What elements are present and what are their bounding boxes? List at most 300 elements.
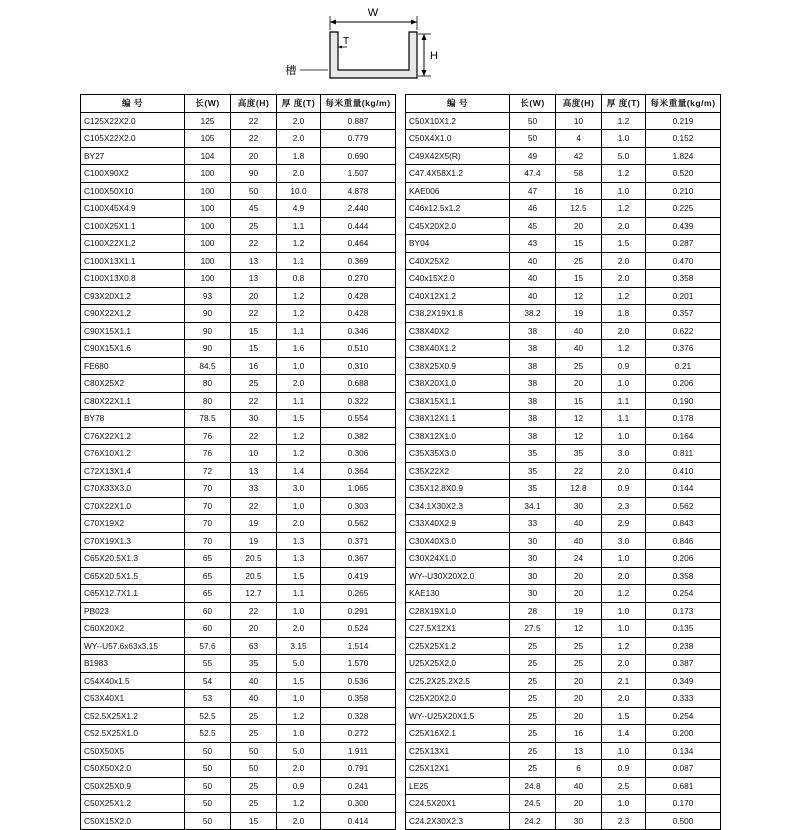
table-cell: C50X25X0.9 [81,777,185,795]
table-row [81,217,396,235]
table-cell: 1.8 [277,147,321,165]
table-cell: 10.0 [277,182,321,200]
table-row [406,550,721,568]
table-cell: 20.5 [231,567,277,585]
table-cell: 0.134 [646,742,721,760]
table-cell: 1.0 [602,742,646,760]
table-cell: C47.4X58X1.2 [406,165,510,183]
table-cell: 15 [556,392,602,410]
col-header-thickness: 厚 度(T) [277,95,321,113]
table-cell: 0.536 [321,672,396,690]
table-cell: 13 [231,270,277,288]
table-cell: 0.464 [321,235,396,253]
table-cell: 0.287 [646,235,721,253]
table-cell: 1.2 [277,235,321,253]
table-row [406,427,721,445]
table-cell: 19 [231,532,277,550]
table-cell: 0.428 [321,287,396,305]
table-cell: C38X40X1.2 [406,340,510,358]
table-cell: 0.144 [646,480,721,498]
table-cell: 1.5 [277,672,321,690]
table-cell: 0.843 [646,515,721,533]
table-cell: C33X40X2.9 [406,515,510,533]
table-cell: 5.0 [277,742,321,760]
table-row [81,182,396,200]
table-row [81,427,396,445]
table-cell: 0.387 [646,655,721,673]
table-cell: 0.254 [646,585,721,603]
table-row [406,217,721,235]
table-cell: 1.2 [277,795,321,813]
table-row [406,585,721,603]
table-cell: 12 [556,620,602,638]
table-row [81,585,396,603]
table-cell: 0.8 [277,270,321,288]
table-row [81,445,396,463]
table-cell: 40 [556,532,602,550]
table-cell: 30 [510,585,556,603]
table-cell: 0.306 [321,445,396,463]
table-cell: 22 [556,462,602,480]
table-cell: 12 [556,427,602,445]
table-row [406,777,721,795]
table-cell: 1.0 [602,550,646,568]
label-w: W [367,7,379,19]
table-cell: C70X19X1.3 [81,532,185,550]
table-cell: 3.0 [602,445,646,463]
table-cell: 1.2 [277,445,321,463]
table-cell: 104 [185,147,231,165]
table-cell: 25 [510,725,556,743]
table-cell: C80X25X2 [81,375,185,393]
table-cell: 2.5 [602,777,646,795]
table-cell: 16 [231,357,277,375]
table-cell: 0.333 [646,690,721,708]
table-row [81,340,396,358]
table-cell: 13 [231,462,277,480]
table-cell: 0.310 [321,357,396,375]
table-cell: 0.322 [321,392,396,410]
table-row [81,147,396,165]
table-cell: C65X20.5X1.5 [81,567,185,585]
table-cell: 50 [185,795,231,813]
table-cell: C54X40x1.5 [81,672,185,690]
table-cell: C50X10X1.2 [406,112,510,130]
table-cell: C100X45X4.9 [81,200,185,218]
table-cell: 0.190 [646,392,721,410]
table-cell: 0.21 [646,357,721,375]
table-cell: 2.0 [602,655,646,673]
table-row [406,480,721,498]
table-cell: 2.0 [602,462,646,480]
table-cell: 30 [556,812,602,830]
table-row [81,515,396,533]
table-cell: 0.9 [602,480,646,498]
table-cell: 80 [185,375,231,393]
table-cell: 93 [185,287,231,305]
table-row [81,637,396,655]
table-cell: 20 [556,707,602,725]
table-cell: 0.367 [321,550,396,568]
channel-profile-svg [0,0,800,92]
table-cell: 1.1 [277,392,321,410]
table-cell: 15 [231,812,277,830]
table-cell: 0.135 [646,620,721,638]
table-cell: FE680 [81,357,185,375]
table-cell: KAE006 [406,182,510,200]
table-cell: 30 [231,410,277,428]
table-cell: 0.241 [321,777,396,795]
table-cell: 0.173 [646,602,721,620]
table-cell: 0.291 [321,602,396,620]
table-row [81,550,396,568]
table-cell: 0.376 [646,340,721,358]
col-header-width: 长(W) [510,95,556,113]
table-cell: 0.382 [321,427,396,445]
table-row [406,742,721,760]
table-cell: 0.254 [646,707,721,725]
table-cell: C35X35X3.0 [406,445,510,463]
table-cell: 15 [231,340,277,358]
table-cell: 0.562 [321,515,396,533]
table-row [406,445,721,463]
table-cell: 25 [231,725,277,743]
table-cell: 24.2 [510,812,556,830]
spec-tables [80,94,720,830]
table-cell: 90 [185,322,231,340]
table-cell: 20 [556,585,602,603]
table-cell: 30 [510,567,556,585]
table-cell: BY04 [406,235,510,253]
table-cell: 52.5 [185,707,231,725]
table-cell: 100 [185,235,231,253]
table-row [81,375,396,393]
table-cell: 30 [556,497,602,515]
table-cell: 0.364 [321,462,396,480]
table-row [81,235,396,253]
table-cell: 1.0 [277,357,321,375]
table-cell: 2.0 [602,567,646,585]
table-cell: 25 [231,777,277,795]
table-cell: 1.5 [277,410,321,428]
table-cell: 22 [231,392,277,410]
table-cell: 0.349 [646,672,721,690]
table-cell: C25X20X2.0 [406,690,510,708]
col-header-width: 长(W) [185,95,231,113]
table-cell: 45 [231,200,277,218]
table-cell: 38 [510,427,556,445]
table-row [406,392,721,410]
table-cell: 2.0 [277,515,321,533]
table-cell: 0.419 [321,567,396,585]
table-cell: C46x12.5x1.2 [406,200,510,218]
table-row [406,112,721,130]
table-cell: 0.371 [321,532,396,550]
table-cell: B1983 [81,655,185,673]
table-cell: 42 [556,147,602,165]
table-cell: 13 [556,742,602,760]
table-row [81,130,396,148]
table-cell: 4.878 [321,182,396,200]
table-cell: 40 [510,270,556,288]
table-cell: 1.0 [602,130,646,148]
table-cell: 1.5 [277,567,321,585]
table-cell: 24.5 [510,795,556,813]
table-cell: 40 [556,322,602,340]
table-row [81,812,396,830]
table-cell: 1.2 [602,200,646,218]
table-row [406,147,721,165]
table-cell: 19 [556,305,602,323]
table-cell: 25 [510,655,556,673]
table-cell: 5.0 [602,147,646,165]
col-header-height: 高度(H) [556,95,602,113]
table-cell: C100X50X10 [81,182,185,200]
table-cell: 20 [556,217,602,235]
table-cell: 1.2 [602,637,646,655]
table-cell: 0.206 [646,550,721,568]
table-cell: 0.300 [321,795,396,813]
table-cell: 100 [185,217,231,235]
table-cell: 0.358 [321,690,396,708]
table-cell: U25X25X2.0 [406,655,510,673]
table-cell: 1.2 [602,287,646,305]
table-cell: 1.0 [602,795,646,813]
table-cell: 57.6 [185,637,231,655]
table-cell: 0.303 [321,497,396,515]
table-cell: 35 [510,480,556,498]
table-cell: 2.1 [602,672,646,690]
table-cell: 47.4 [510,165,556,183]
table-cell: 5.0 [277,655,321,673]
table-row [81,392,396,410]
table-cell: 1.2 [602,112,646,130]
table-cell: C40x15X2.0 [406,270,510,288]
table-cell: 33 [231,480,277,498]
table-body-right [406,112,721,830]
table-cell: 2.9 [602,515,646,533]
table-cell: 60 [185,620,231,638]
table-cell: 38 [510,375,556,393]
spec-table-right [405,94,721,830]
table-row [81,690,396,708]
table-cell: WY--U25X20X1.5 [406,707,510,725]
table-cell: 70 [185,515,231,533]
table-row [81,655,396,673]
table-cell: 38 [510,410,556,428]
table-cell: 16 [556,182,602,200]
table-cell: 1.911 [321,742,396,760]
table-cell: 1.0 [277,602,321,620]
table-cell: PB023 [81,602,185,620]
table-cell: C30X40X3.0 [406,532,510,550]
table-row [406,235,721,253]
table-cell: 65 [185,585,231,603]
table-cell: 50 [231,182,277,200]
table-cell: 0.791 [321,760,396,778]
table-cell: 0.9 [277,777,321,795]
table-cell: 1.1 [602,392,646,410]
table-cell: 0.688 [321,375,396,393]
table-cell: 4.9 [277,200,321,218]
table-cell: C28X19X1.0 [406,602,510,620]
table-cell: 1.507 [321,165,396,183]
table-cell: 70 [185,480,231,498]
table-cell: C90X15X1.1 [81,322,185,340]
table-cell: 40 [556,777,602,795]
table-cell: 25 [231,795,277,813]
table-cell: C105X22X2.0 [81,130,185,148]
table-cell: 0.164 [646,427,721,445]
table-cell: C27.5X12X1 [406,620,510,638]
table-cell: 25 [556,637,602,655]
table-cell: 1.0 [277,497,321,515]
table-cell: C45X20X2.0 [406,217,510,235]
table-cell: 1.1 [602,410,646,428]
table-cell: C24.5X20X1 [406,795,510,813]
table-cell: C25X13X1 [406,742,510,760]
table-cell: 1.1 [277,252,321,270]
table-cell: 2.0 [602,217,646,235]
table-cell: 20 [231,620,277,638]
table-cell: 100 [185,165,231,183]
spec-table-left [80,94,396,830]
table-cell: 0.328 [321,707,396,725]
table-cell: 40 [510,252,556,270]
table-cell: 10 [556,112,602,130]
table-cell: 2.0 [602,252,646,270]
table-cell: 12.5 [556,200,602,218]
table-cell: 0.219 [646,112,721,130]
table-cell: C125X22X2.0 [81,112,185,130]
table-cell: 0.238 [646,637,721,655]
table-cell: 0.270 [321,270,396,288]
table-row [81,112,396,130]
table-cell: 22 [231,497,277,515]
table-cell: 40 [556,340,602,358]
table-cell: 0.470 [646,252,721,270]
table-cell: 0.811 [646,445,721,463]
table-cell: C38X20X1.0 [406,375,510,393]
table-cell: 1.2 [277,305,321,323]
table-cell: 58 [556,165,602,183]
table-cell: 0.200 [646,725,721,743]
table-cell: 1.2 [602,585,646,603]
table-cell: 38 [510,357,556,375]
table-cell: 24 [556,550,602,568]
table-cell: 22 [231,305,277,323]
table-cell: 2.0 [277,130,321,148]
table-cell: 0.414 [321,812,396,830]
table-cell: 0.524 [321,620,396,638]
table-row [406,532,721,550]
table-cell: 0.9 [602,760,646,778]
table-cell: 20 [231,287,277,305]
table-cell: 0.846 [646,532,721,550]
table-cell: C38X25X0.9 [406,357,510,375]
table-cell: 20 [556,672,602,690]
table-cell: 2.3 [602,497,646,515]
table-row [406,252,721,270]
table-cell: BY78 [81,410,185,428]
table-row [81,602,396,620]
table-cell: LE25 [406,777,510,795]
table-cell: 2.0 [602,270,646,288]
table-row [406,567,721,585]
table-row [81,497,396,515]
table-row [406,690,721,708]
table-cell: C50X50X5 [81,742,185,760]
table-cell: C65X20.5X1.3 [81,550,185,568]
table-cell: 50 [185,777,231,795]
table-cell: 38 [510,340,556,358]
table-cell: 0.439 [646,217,721,235]
table-cell: C100X13X0.8 [81,270,185,288]
table-cell: 1.0 [602,427,646,445]
table-cell: 70 [185,497,231,515]
table-cell: 15 [556,235,602,253]
table-cell: 0.272 [321,725,396,743]
table-cell: 0.428 [321,305,396,323]
table-cell: 30 [510,532,556,550]
table-cell: 1.5 [602,235,646,253]
table-cell: C65X12.7X1.1 [81,585,185,603]
table-cell: C76X10X1.2 [81,445,185,463]
table-row [406,182,721,200]
table-cell: C38X15X1.1 [406,392,510,410]
table-cell: 0.210 [646,182,721,200]
table-cell: 1.2 [277,707,321,725]
table-cell: 53 [185,690,231,708]
table-cell: C52.5X25X1.2 [81,707,185,725]
table-cell: WY--U57.6x63x3.15 [81,637,185,655]
table-cell: 25 [510,742,556,760]
table-row [406,602,721,620]
table-cell: 0.358 [646,270,721,288]
table-cell: BY27 [81,147,185,165]
table-cell: 25 [510,707,556,725]
table-cell: 54 [185,672,231,690]
table-cell: 100 [185,182,231,200]
table-cell: 1.4 [277,462,321,480]
table-cell: 0.178 [646,410,721,428]
table-cell: 1.0 [602,375,646,393]
table-cell: 2.0 [277,165,321,183]
table-cell: 0.510 [321,340,396,358]
table-cell: 1.570 [321,655,396,673]
table-cell: 3.0 [277,480,321,498]
table-cell: 0.9 [602,357,646,375]
table-cell: 2.0 [277,375,321,393]
table-cell: 20 [556,690,602,708]
table-cell: C35X12.8X0.9 [406,480,510,498]
table-cell: 38 [510,392,556,410]
table-row [81,200,396,218]
table-cell: 90 [231,165,277,183]
table-cell: C100X13X1.1 [81,252,185,270]
table-cell: 52.5 [185,725,231,743]
table-cell: C34.1X30X2.3 [406,497,510,515]
label-h: H [430,50,438,62]
table-cell: 2.440 [321,200,396,218]
table-cell: 0.887 [321,112,396,130]
table-cell: 20.5 [231,550,277,568]
table-row [406,305,721,323]
table-cell: 30 [510,550,556,568]
table-cell: 25 [510,637,556,655]
table-row [81,725,396,743]
table-cell: 0.622 [646,322,721,340]
